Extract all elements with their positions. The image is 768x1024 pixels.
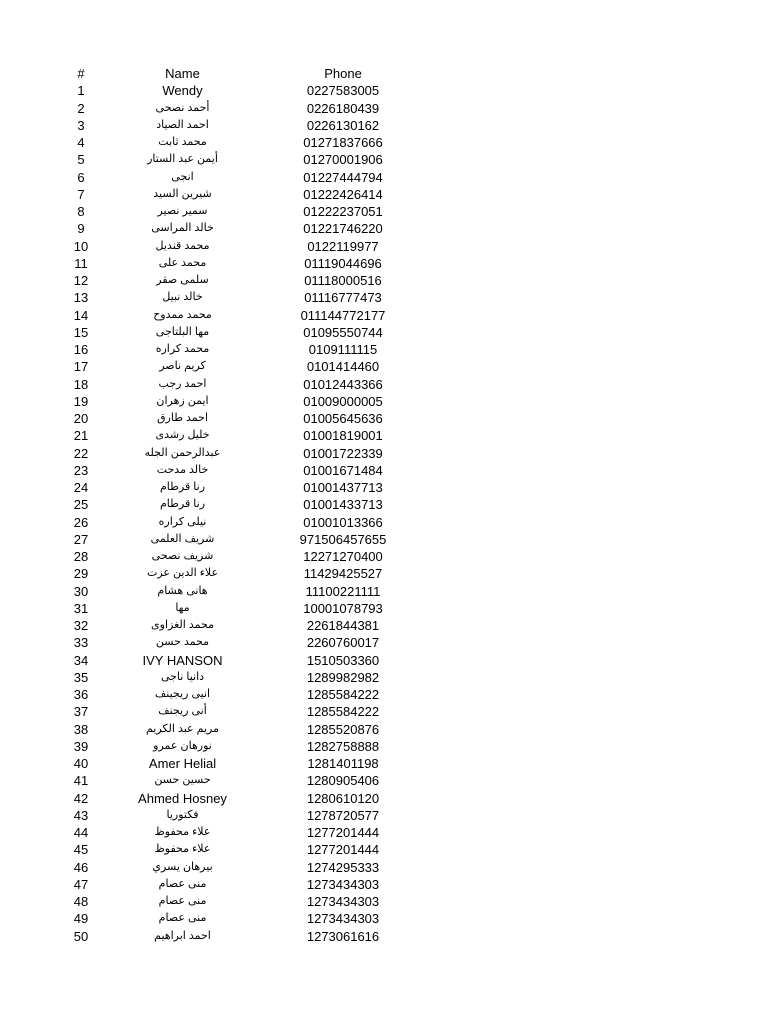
contact-phone: 01005645636	[303, 411, 383, 426]
row-number: 40	[73, 756, 89, 771]
table-header-row	[0, 65, 768, 82]
contact-name: محمد حسن	[155, 636, 210, 649]
contact-phone: 01095550744	[303, 324, 383, 340]
row-number: 27	[73, 531, 89, 547]
row-number: 36	[73, 687, 89, 702]
contact-phone: 1510503360	[306, 652, 380, 668]
table-row	[0, 169, 768, 186]
contact-phone: 11429425527	[303, 566, 383, 582]
row-number: 8	[77, 204, 85, 219]
contact-name: دانيا ناجى	[160, 670, 205, 683]
table-row	[0, 238, 768, 255]
table-row	[0, 376, 768, 393]
row-number: 24	[73, 480, 89, 495]
contact-phone: 1273061616	[306, 928, 380, 944]
contact-name: بيرهان يسري	[152, 860, 213, 873]
table-row	[0, 634, 768, 651]
contact-name: منى عصام	[158, 877, 207, 890]
table-row	[0, 479, 768, 496]
table-row	[0, 203, 768, 220]
contact-phone: 10001078793	[303, 600, 383, 616]
table-row	[0, 703, 768, 720]
table-row	[0, 652, 768, 669]
contact-name: محمد كراره	[155, 343, 210, 355]
contact-name: خالد نبيل	[162, 291, 203, 304]
contact-name: Amer Helial	[148, 756, 217, 771]
row-number: 20	[73, 411, 89, 426]
contact-phone: 0226130162	[306, 117, 380, 133]
contact-name: أيمن عبد الستار	[147, 153, 218, 166]
row-number: 9	[77, 221, 85, 237]
row-number: 22	[73, 445, 89, 461]
contact-name: محمد على	[158, 256, 207, 269]
contact-phone: 01001819001	[303, 428, 383, 444]
table-row	[0, 289, 768, 306]
contact-phone: 0109111115	[308, 342, 378, 357]
row-number: 5	[77, 152, 85, 168]
row-number: 11	[74, 255, 88, 271]
table-row	[0, 841, 768, 858]
contact-phone: 01001437713	[303, 480, 383, 495]
row-number: 50	[73, 928, 89, 944]
table-row	[0, 565, 768, 582]
contact-name: محمد ممدوح	[153, 308, 212, 321]
contact-name: هانى هشام	[157, 584, 208, 597]
table-row	[0, 393, 768, 410]
contact-name: احمد طارق	[157, 412, 208, 424]
row-number: 15	[73, 324, 89, 340]
table-row	[0, 859, 768, 876]
row-number: 7	[77, 186, 85, 202]
contact-name: خليل رشدى	[155, 429, 210, 442]
contact-phone: 1273434303	[306, 911, 380, 927]
contact-phone: 0227583005	[306, 83, 380, 99]
contact-name: نيلى كراره	[158, 515, 207, 528]
contact-phone: 01001013366	[303, 514, 383, 530]
row-number: 46	[73, 859, 89, 875]
contact-phone: 01271837666	[303, 135, 383, 150]
table-row	[0, 100, 768, 117]
contact-phone: 11100221111	[305, 583, 381, 599]
row-number: 23	[73, 462, 89, 478]
table-row	[0, 272, 768, 289]
table-row	[0, 186, 768, 203]
table-row	[0, 255, 768, 272]
contact-name: محمد قنديل	[155, 239, 210, 252]
table-row	[0, 824, 768, 841]
contact-name: احمد رجب	[158, 377, 207, 390]
contact-phone: 2261844381	[306, 618, 380, 633]
contact-phone: 01012443366	[303, 376, 383, 392]
table-row	[0, 686, 768, 703]
row-number: 33	[73, 635, 89, 651]
table-row	[0, 600, 768, 617]
contact-phone: 1273434303	[306, 894, 380, 909]
contact-name: احمد الصياد	[156, 118, 209, 131]
row-number: 10	[73, 238, 89, 254]
table-row	[0, 721, 768, 738]
contact-name: عبدالرحمن الجله	[144, 446, 221, 459]
contacts-table	[0, 65, 768, 945]
row-number: 29	[73, 566, 89, 582]
contact-name: شيرين السيد	[153, 187, 212, 200]
contact-phone: 01221746220	[303, 221, 383, 237]
contact-name: رنا قرطام	[159, 481, 206, 493]
contact-phone: 12271270400	[303, 549, 383, 564]
table-row	[0, 893, 768, 910]
table-row	[0, 445, 768, 462]
row-number: 17	[73, 359, 89, 375]
contact-name: أنى ريجنف	[158, 705, 207, 718]
contact-name: مريم عبد الكريم	[145, 722, 220, 735]
contact-phone: 0122119977	[307, 238, 379, 254]
contact-phone: 01222426414	[303, 186, 383, 202]
contact-name: مها البلتاجى	[155, 325, 210, 338]
row-number: 3	[77, 117, 85, 133]
contact-phone: 1282758888	[306, 738, 380, 754]
contact-name: Wendy	[162, 83, 203, 99]
contact-name: أحمد نصحى	[155, 101, 210, 114]
row-number: 47	[73, 876, 89, 892]
contact-phone: 1278720577	[306, 807, 380, 823]
contact-name: فكتوريا	[166, 808, 199, 821]
contact-phone: 01001433713	[303, 497, 383, 513]
contact-name: نورهان عمرو	[153, 739, 212, 752]
table-row	[0, 876, 768, 893]
row-number: 44	[73, 825, 89, 840]
table-row	[0, 427, 768, 444]
contact-name: علاء محفوظ	[154, 843, 211, 856]
table-row	[0, 324, 768, 341]
table-row	[0, 410, 768, 427]
row-number: 41	[73, 773, 89, 789]
contact-name: محمد ثابت	[158, 136, 207, 148]
contact-phone: 01116777473	[304, 290, 382, 306]
table-row	[0, 910, 768, 927]
table-row	[0, 928, 768, 945]
contact-name: ايمن زهران	[156, 394, 209, 407]
table-row	[0, 548, 768, 565]
row-number: 42	[73, 790, 89, 806]
row-number: 35	[73, 669, 89, 685]
contact-phone: 1285520876	[306, 721, 380, 737]
contact-phone: 2260760017	[306, 635, 380, 651]
contact-phone: 01270001906	[303, 152, 383, 168]
table-body	[0, 82, 768, 945]
contact-name: محمد الغزاوى	[151, 619, 214, 631]
contact-name: حسين حسن	[154, 774, 211, 787]
table-row	[0, 617, 768, 634]
row-number: 45	[73, 842, 89, 858]
table-row	[0, 738, 768, 755]
contact-name: خالد مدحت	[156, 463, 209, 476]
contact-name: انيى ريجينف	[154, 688, 211, 700]
contact-phone: 1289982982	[306, 669, 380, 685]
contact-phone: 0226180439	[306, 100, 380, 116]
row-number: 31	[73, 600, 89, 616]
contact-name: كريم ناصر	[159, 360, 206, 373]
table-row	[0, 772, 768, 789]
contact-name: منى عصام	[158, 895, 207, 907]
row-number: 25	[73, 497, 89, 513]
row-number: 21	[73, 428, 89, 444]
row-number: 39	[73, 738, 89, 754]
contact-phone: 01222237051	[303, 204, 383, 219]
contact-name: خالد المراسى	[151, 222, 214, 235]
contact-name: سلمى صقر	[156, 274, 209, 286]
row-number: 2	[77, 100, 85, 116]
contact-phone: 0101414460	[306, 359, 380, 375]
contact-name: مها	[175, 601, 190, 614]
row-number: 49	[73, 911, 89, 927]
row-number: 1	[77, 83, 85, 99]
table-row	[0, 220, 768, 237]
table-row	[0, 669, 768, 686]
column-header-number: #	[77, 66, 85, 81]
row-number: 13	[73, 290, 89, 306]
contact-name: علاء محفوظ	[154, 826, 211, 838]
row-number: 4	[77, 135, 85, 150]
contact-phone: 971506457655	[299, 531, 387, 547]
contact-name: احمد ابراهيم	[154, 929, 211, 942]
row-number: 19	[73, 393, 89, 409]
contact-phone: 1277201444	[306, 842, 380, 858]
table-row	[0, 151, 768, 168]
row-number: 6	[77, 169, 85, 185]
table-row	[0, 514, 768, 531]
contact-phone: 1273434303	[306, 876, 380, 892]
table-row	[0, 82, 768, 99]
contact-phone: 1274295333	[306, 859, 380, 875]
table-row	[0, 134, 768, 151]
table-row	[0, 755, 768, 772]
contact-phone: 1281401198	[307, 756, 379, 771]
contact-phone: 01118000516	[304, 273, 382, 288]
table-row	[0, 790, 768, 807]
row-number: 14	[73, 307, 89, 323]
row-number: 37	[73, 704, 89, 720]
row-number: 28	[73, 549, 89, 564]
contact-phone: 1285584222	[306, 687, 380, 702]
row-number: 12	[73, 273, 89, 288]
table-row	[0, 531, 768, 548]
table-row	[0, 583, 768, 600]
row-number: 26	[73, 514, 89, 530]
row-number: 38	[73, 721, 89, 737]
contact-name: انجى	[171, 170, 194, 183]
contact-phone: 011144772177	[300, 307, 386, 323]
row-number: 48	[73, 894, 89, 909]
table-row	[0, 807, 768, 824]
contact-name: شريف نصحى	[151, 550, 214, 562]
contact-name: Ahmed Hosney	[138, 790, 227, 806]
contact-phone: 01001722339	[303, 445, 383, 461]
row-number: 34	[73, 652, 89, 668]
contact-phone: 1285584222	[306, 704, 380, 720]
table-row	[0, 341, 768, 358]
table-row	[0, 307, 768, 324]
contact-phone: 01001671484	[303, 462, 383, 478]
contact-name: شريف العلمى	[150, 532, 215, 545]
contact-phone: 1280905406	[306, 773, 380, 789]
contact-phone: 1277201444	[306, 825, 380, 840]
contact-name: سمير نصير	[157, 205, 208, 217]
row-number: 43	[73, 807, 89, 823]
contact-name: رنا قرطام	[159, 498, 206, 511]
row-number: 30	[73, 583, 89, 599]
table-row	[0, 462, 768, 479]
table-row	[0, 496, 768, 513]
contact-name: منى عصام	[158, 912, 207, 925]
column-header-phone: Phone	[324, 66, 362, 81]
contact-phone: 01009000005	[303, 393, 383, 409]
table-row	[0, 358, 768, 375]
row-number: 16	[73, 342, 89, 357]
row-number: 18	[73, 376, 89, 392]
contact-phone: 1280610120	[306, 790, 380, 806]
contact-name: IVY HANSON	[142, 652, 223, 668]
row-number: 32	[73, 618, 89, 633]
table-row	[0, 117, 768, 134]
contact-phone: 01227444794	[303, 169, 383, 185]
contact-phone: 01119044696	[304, 255, 382, 271]
column-header-name: Name	[165, 66, 200, 81]
contact-name: علاء الدين عزت	[146, 567, 219, 580]
